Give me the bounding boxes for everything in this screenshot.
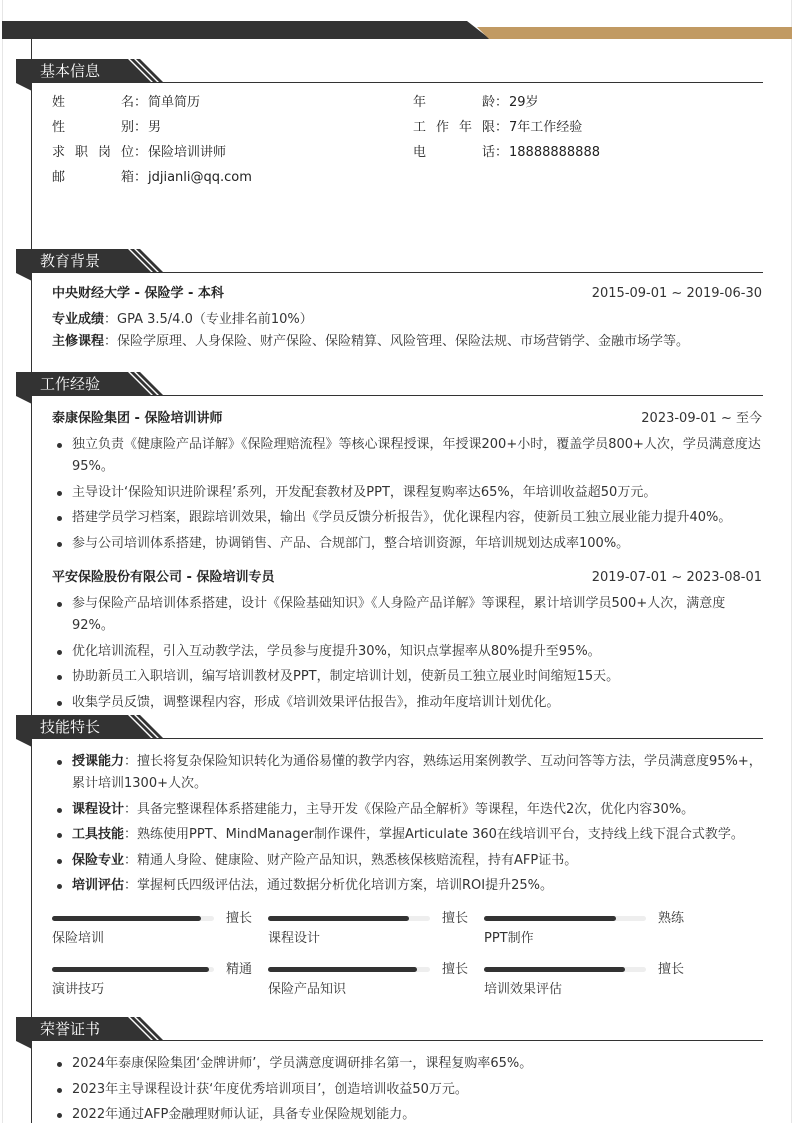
info-label: 邮箱: [52, 170, 134, 185]
list-item: 2022年通过AFP金融理财师认证，具备专业保险规划能力。: [52, 1104, 762, 1123]
skill-bar-item: [484, 961, 684, 1005]
skill-level: 精通: [226, 962, 253, 977]
skill-bar-item: [52, 961, 252, 1005]
info-value: 保险培训讲师: [148, 145, 227, 160]
work-entry-header: [52, 409, 762, 429]
info-label: 电话: [413, 145, 495, 160]
skill-label: 工具技能: [72, 827, 125, 842]
divider: [150, 82, 763, 83]
section-header-work: [16, 372, 763, 396]
info-value: 男: [148, 120, 162, 135]
skills-bullets: [52, 751, 762, 901]
education-gpa: [52, 310, 762, 330]
skill-bar-item: [52, 910, 252, 954]
skill-bar-item: [484, 910, 684, 954]
courses-value: ：保险学原理、人身保险、财产保险、保险精算、风险管理、保险法规、市场营销学、金融市场学等。: [104, 334, 690, 349]
info-label: 性别: [52, 120, 134, 135]
colon: ：: [495, 120, 509, 135]
list-item: 主导设计‘保险知识进阶课程’系列，开发配套教材及PPT，课程复购率达65%，年培训收益超50万元。: [52, 482, 762, 504]
divider: [150, 395, 763, 396]
list-item: 参与公司培训体系搭建，协调销售、产品、合规部门，整合培训资源，年培训规划达成率100%。: [52, 533, 762, 555]
skill-label: 保险专业: [72, 852, 125, 868]
list-item: 独立负责《健康险产品详解》《保险理赔流程》等核心课程授课，年授课200+小时，覆盖学员800+人次，学员满意度达95%。: [52, 434, 762, 478]
stripes-icon: [112, 715, 172, 739]
skill-progress-fill: [268, 967, 417, 972]
section-title: 工作经验: [16, 372, 126, 396]
info-label: 求职岗位: [52, 145, 134, 160]
skill-progress-fill: [52, 916, 201, 921]
skill-level: 熟练: [658, 911, 685, 926]
info-value: 18888888888: [509, 145, 600, 160]
list-item: 参与保险产品培训体系搭建，设计《保险基础知识》《人身险产品详解》等课程，累计培训学员500+人次，满意度92%。: [52, 593, 762, 637]
work-title: 平安保险股份有限公司 - 保险培训专员: [52, 570, 275, 585]
colon: ：: [134, 95, 148, 110]
info-value: 7年工作经验: [509, 120, 583, 135]
section-header-skills: [16, 715, 763, 739]
info-label: 年龄: [413, 95, 495, 110]
list-item: 收集学员反馈，调整课程内容，形成《培训效果评估报告》，推动年度培训计划优化。: [52, 692, 762, 714]
info-age: [413, 93, 539, 113]
gpa-label: 专业成绩: [52, 312, 105, 327]
colon: ：: [495, 95, 509, 110]
work-bullets: [52, 434, 762, 558]
skill-label: 培训评估: [72, 878, 125, 893]
header-bar-gold: [477, 27, 792, 39]
colon: ：: [134, 170, 148, 185]
list-item: 优化培训流程，引入互动教学法，学员参与度提升30%，知识点掌握率从80%提升至95%。: [52, 641, 762, 663]
section-header-education: [16, 249, 763, 273]
fold-corner: [16, 739, 32, 747]
info-value: 简单简历: [148, 95, 201, 110]
skill-text: ：熟练使用PPT、MindManager制作课件，掌握Articulate 360在线培训平台，支持线上线下混合式教学。: [124, 827, 744, 842]
gpa-value: ：GPA 3.5/4.0（专业排名前10%）: [104, 312, 313, 327]
skill-progress-fill: [268, 916, 409, 921]
section-title: 教育背景: [16, 249, 126, 273]
skill-progress-track: [484, 967, 646, 972]
section-title: 基本信息: [16, 59, 126, 83]
skill-level: 擅长: [658, 962, 685, 977]
skill-progress-track: [52, 916, 214, 921]
colon: ：: [134, 120, 148, 135]
skill-progress-track: [268, 916, 430, 921]
header-bar-dark: [2, 21, 490, 39]
skill-progress-track: [52, 967, 214, 972]
colon: ：: [495, 145, 509, 160]
info-position: [52, 143, 226, 163]
skill-label: 授课能力: [72, 754, 125, 769]
section-header-honors: [16, 1017, 763, 1041]
info-value: 29岁: [509, 95, 539, 110]
stripes-icon: [112, 1017, 172, 1041]
list-item: [52, 824, 762, 846]
skill-name: 保险产品知识: [268, 982, 347, 997]
stripes-icon: [112, 249, 172, 273]
fold-corner: [16, 273, 32, 281]
skill-text: ：具备完整课程体系搭建能力，主导开发《保险产品全解析》等课程，年迭代2次，优化内容30%。: [124, 801, 695, 817]
skill-name: 培训效果评估: [484, 982, 563, 997]
skill-progress-track: [268, 967, 430, 972]
info-gender: [52, 118, 161, 138]
skill-name: 演讲技巧: [52, 982, 105, 997]
skill-bar-item: [268, 910, 468, 954]
skill-text: ：精通人身险、健康险、财产险产品知识，熟悉核保核赔流程，持有AFP证书。: [124, 852, 578, 868]
skill-progress-track: [484, 916, 646, 921]
stripes-icon: [112, 372, 172, 396]
section-header-basic-info: [16, 59, 763, 83]
skill-text: ：掌握柯氏四级评估法，通过数据分析优化培训方案，培训ROI提升25%。: [124, 878, 554, 893]
courses-label: 主修课程: [52, 334, 105, 349]
skill-progress-fill: [484, 916, 616, 921]
education-date: 2015-09-01 ~ 2019-06-30: [591, 286, 762, 301]
list-item: [52, 875, 762, 897]
work-date: 2019-07-01 ~ 2023-08-01: [591, 570, 762, 585]
info-years: [413, 118, 582, 138]
left-timeline-line: [31, 39, 32, 1123]
skill-level: 擅长: [442, 911, 469, 926]
list-item: 2023年主导课程设计获‘年度优秀培训项目’，创造培训收益50万元。: [52, 1079, 762, 1101]
fold-corner: [16, 1041, 32, 1049]
honors-bullets: [52, 1053, 762, 1123]
skill-label: 课程设计: [72, 801, 125, 817]
divider: [150, 738, 763, 739]
list-item: [52, 751, 762, 795]
skill-text: ：擅长将复杂保险知识转化为通俗易懂的教学内容，熟练运用案例教学、互动问答等方法，学员满意度95%+，累计培训1300+人次。: [72, 754, 762, 791]
info-email: [52, 168, 252, 188]
skill-progress-fill: [52, 967, 209, 972]
list-item: 2024年泰康保险集团‘金牌讲师’，学员满意度调研排名第一，课程复购率65%。: [52, 1053, 762, 1075]
skill-bar-item: [268, 961, 468, 1005]
info-label: 工作年限: [413, 120, 495, 135]
work-bullets: [52, 593, 762, 717]
section-title: 荣誉证书: [16, 1017, 126, 1041]
list-item: 协助新员工入职培训，编写培训教材及PPT，制定培训计划，使新员工独立展业时间缩短15天。: [52, 666, 762, 688]
education-title: 中央财经大学 - 保险学 - 本科: [52, 286, 224, 301]
work-title: 泰康保险集团 - 保险培训讲师: [52, 411, 223, 426]
work-date: 2023-09-01 ~ 至今: [641, 411, 762, 426]
divider: [150, 272, 763, 273]
skill-progress-fill: [484, 967, 625, 972]
list-item: [52, 799, 762, 821]
list-item: 搭建学员学习档案，跟踪培训效果，输出《学员反馈分析报告》，优化课程内容，使新员工独立展业能力提升40%。: [52, 507, 762, 529]
info-value: jdjianli@qq.com: [148, 170, 252, 185]
skill-name: 保险培训: [52, 931, 105, 946]
skill-level: 擅长: [226, 911, 253, 926]
info-name: [52, 93, 200, 113]
info-phone: [413, 143, 600, 163]
divider: [150, 1040, 763, 1041]
section-title: 技能特长: [16, 715, 126, 739]
skill-name: PPT制作: [484, 931, 534, 946]
education-courses: [52, 332, 762, 352]
colon: ：: [134, 145, 148, 160]
fold-corner: [16, 396, 32, 404]
skill-level: 擅长: [442, 962, 469, 977]
fold-corner: [16, 83, 32, 91]
education-entry-header: [52, 284, 762, 304]
info-label: 姓名: [52, 95, 134, 110]
stripes-icon: [112, 59, 172, 83]
list-item: [52, 850, 762, 872]
skill-name: 课程设计: [268, 931, 321, 946]
work-entry-header: [52, 568, 762, 588]
